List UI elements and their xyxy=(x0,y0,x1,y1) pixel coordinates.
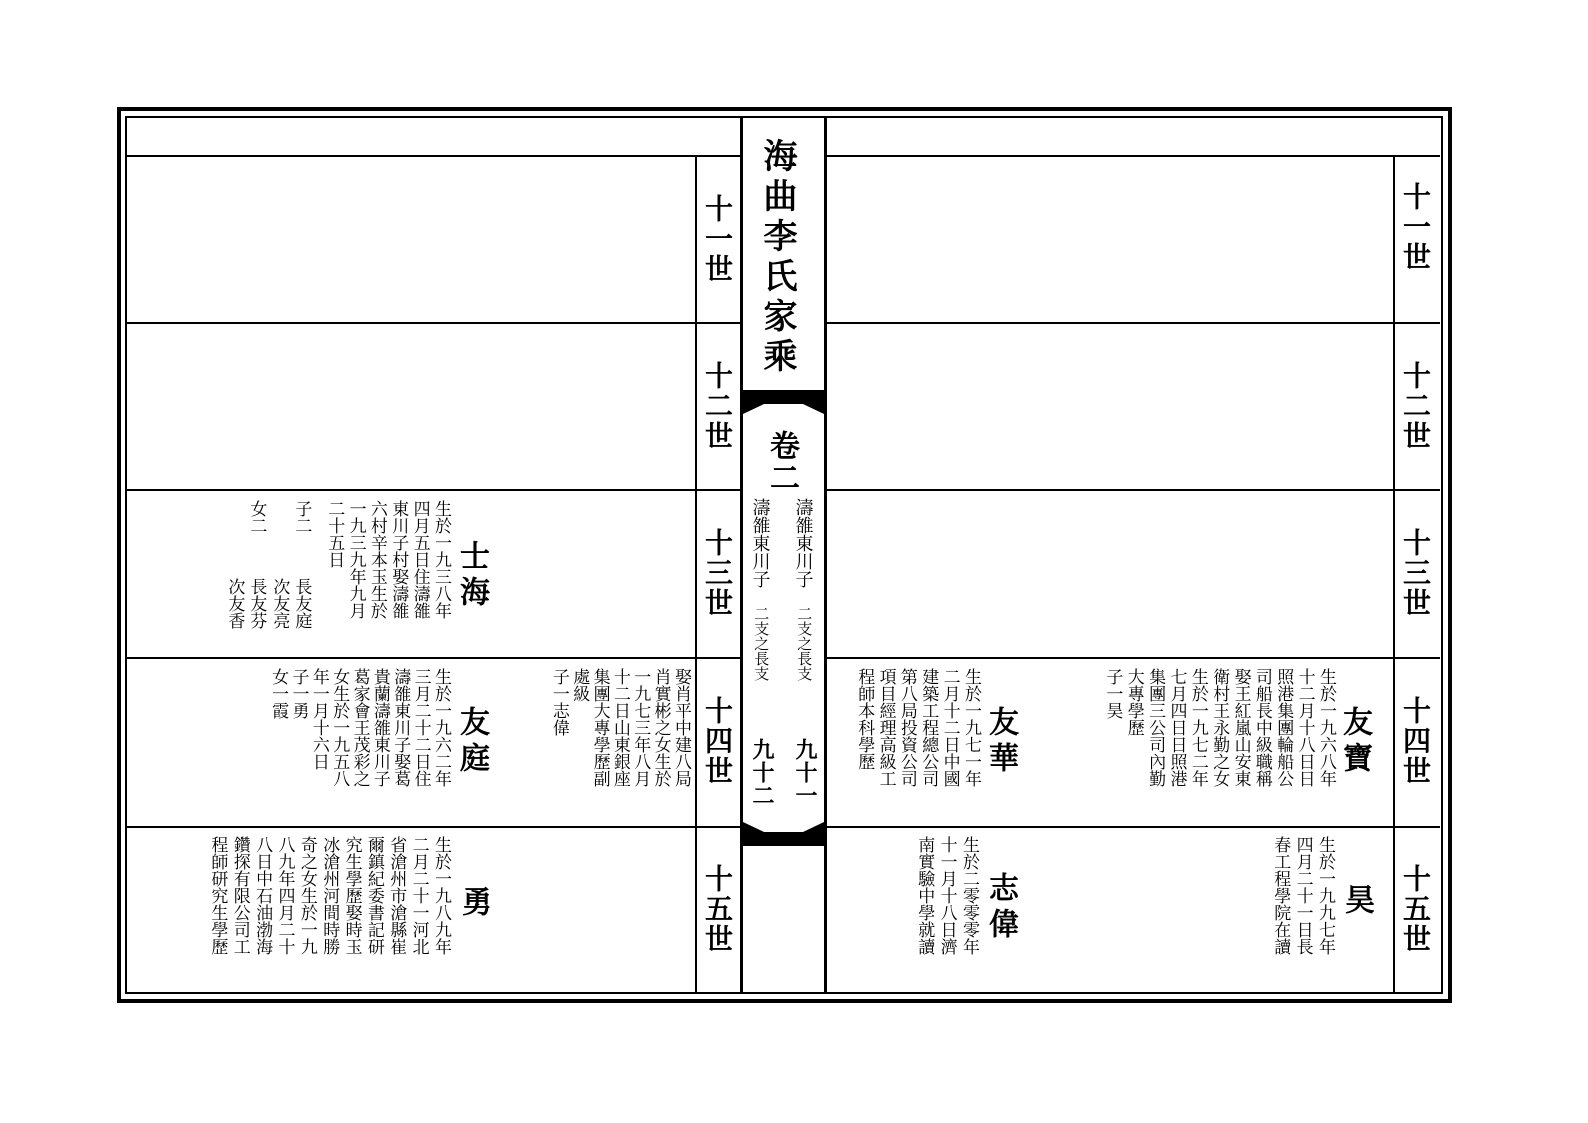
entry-column: 處級 xyxy=(569,668,590,702)
person-name: 友寶 xyxy=(1337,706,1372,778)
volume-label: 卷二 xyxy=(764,430,799,494)
entry-column: 一九三九年九月 xyxy=(345,500,366,619)
entry-column: 子一昊 xyxy=(1102,668,1123,719)
entry-column: 娶王紅嵐山安東 xyxy=(1230,668,1251,787)
entry-column: 究生學歷娶時玉 xyxy=(341,836,362,955)
spine-band xyxy=(743,840,824,846)
entry-column: 二月二十一河北 xyxy=(408,836,429,955)
entry-column: 南實驗中學就讀 xyxy=(914,836,935,955)
book-title: 海曲李氏家乘 xyxy=(757,138,797,378)
person-name: 友華 xyxy=(983,706,1018,778)
entry-column: 子一勇 xyxy=(288,668,309,719)
entry-column: 程師研究生學歷 xyxy=(207,836,228,955)
person-entry-text xyxy=(906,836,978,986)
entry-column: 春工程學院在讀 xyxy=(1270,836,1291,955)
entry-column: 四月五日住濤雒 xyxy=(409,500,430,619)
generation-column-divider xyxy=(695,155,697,993)
entry-column: 第八局投資公司 xyxy=(896,668,917,787)
person-entry-text xyxy=(1262,836,1334,986)
entry-column: 建築工程總公司 xyxy=(918,668,939,787)
children-label: 女二 xyxy=(246,500,267,534)
spine-branch-line: 濤雒東川子 xyxy=(749,498,771,588)
entry-column: 程師本科學歷 xyxy=(854,668,875,770)
grid-line xyxy=(827,155,1440,157)
grid-line xyxy=(127,657,740,659)
entry-column: 六村辛本玉生於 xyxy=(366,500,387,619)
entry-column: 三月二十二日住 xyxy=(410,668,431,787)
grid-line xyxy=(127,489,740,491)
person-name: 昊 xyxy=(1339,884,1374,920)
generation-label: 十五世 xyxy=(1399,864,1432,954)
spine-branch-number: 九十一 xyxy=(792,738,818,807)
fishtail-top xyxy=(743,396,824,414)
person-name: 志偉 xyxy=(983,872,1018,944)
entry-column: 爾鎮紀委書記研 xyxy=(363,836,384,955)
grid-line xyxy=(127,322,740,324)
child-name: 次友亮 xyxy=(269,578,290,629)
spine-border-right xyxy=(824,117,827,994)
entry-column: 鑽探有限公司工 xyxy=(229,836,250,955)
entry-column: 十一月十八日濟 xyxy=(936,836,957,955)
entry-column: 項目經理高級工 xyxy=(875,668,896,787)
spine-border-left xyxy=(740,117,743,994)
fishtail-bottom xyxy=(743,822,824,840)
entry-column: 生於一九六二年 xyxy=(431,668,451,787)
spine-branch-label: 二支之長支 xyxy=(795,606,814,681)
entry-column: 大專學歷 xyxy=(1123,668,1144,736)
child-name: 長友芬 xyxy=(246,578,267,629)
entry-column: 生於二零零零年 xyxy=(959,836,979,955)
entry-column: 生於一九七一年 xyxy=(961,668,981,787)
child-name: 長友庭 xyxy=(291,578,312,629)
generation-label: 十四世 xyxy=(1399,696,1432,786)
person-entry-text xyxy=(200,836,450,986)
entry-column: 娶肖平中建八局 xyxy=(671,668,691,787)
entry-column: 女一霞 xyxy=(268,668,289,719)
grid-line xyxy=(827,489,1440,491)
spine-branch-line: 濤雒東川子 xyxy=(792,498,814,588)
grid-line xyxy=(127,826,740,828)
person-name: 勇 xyxy=(456,886,491,922)
entry-column: 八九年四月二十 xyxy=(274,836,295,955)
children-label: 子二 xyxy=(291,500,312,534)
child-name: 次友香 xyxy=(224,578,245,629)
entry-column: 四月二十一日長 xyxy=(1292,836,1313,955)
person-name: 士海 xyxy=(454,540,489,612)
entry-column: 生於一九九七年 xyxy=(1315,836,1335,955)
person-entry-text xyxy=(245,668,450,820)
children-block xyxy=(225,500,315,650)
grid-line xyxy=(827,826,1440,828)
entry-column: 生於一九三八年 xyxy=(431,500,451,619)
entry-column: 衛村王永勤之女 xyxy=(1209,668,1230,787)
entry-column: 八日中石油渤海 xyxy=(252,836,273,955)
grid-line xyxy=(127,155,740,157)
spouse-entry-text xyxy=(530,668,690,820)
entry-column: 集團三公司內勤 xyxy=(1145,668,1166,787)
entry-column: 十二月十八日日 xyxy=(1294,668,1315,787)
spine-branch-label: 二支之長支 xyxy=(752,606,771,681)
entry-column: 十二日山東銀座 xyxy=(609,668,630,787)
grid-line xyxy=(827,322,1440,324)
generation-label: 十一世 xyxy=(1399,182,1432,272)
entry-column: 東川子村娶濤雒 xyxy=(388,500,409,619)
generation-label: 十二世 xyxy=(701,361,734,451)
person-name: 友庭 xyxy=(454,706,489,778)
spine-branch-number: 九十二 xyxy=(749,738,775,807)
entry-column: 奇之女生於一九 xyxy=(296,836,317,955)
entry-column: 年一月十六日 xyxy=(308,668,329,770)
entry-column: 二十五日 xyxy=(324,500,345,568)
entry-column: 濤雒東川子娶葛 xyxy=(390,668,411,787)
generation-label: 十五世 xyxy=(701,864,734,954)
person-entry-text xyxy=(835,668,980,820)
generation-label: 十三世 xyxy=(1399,528,1432,618)
entry-column: 女生於一九五八 xyxy=(329,668,350,787)
entry-column: 生於一九八九年 xyxy=(431,836,451,955)
grid-line xyxy=(827,657,1440,659)
entry-column: 葛家會王茂彩之 xyxy=(349,668,370,787)
entry-column: 集團大專學歷副 xyxy=(589,668,610,787)
generation-label: 十三世 xyxy=(701,528,734,618)
entry-column: 省滄州市滄縣崔 xyxy=(386,836,407,955)
entry-column: 生於一九六八年 xyxy=(1316,668,1336,787)
entry-column: 照港集團輪船公 xyxy=(1273,668,1294,787)
entry-column: 生於一九七二年 xyxy=(1187,668,1208,787)
entry-column: 二月十二日中國 xyxy=(939,668,960,787)
generation-label: 十二世 xyxy=(1399,361,1432,451)
entry-column: 肖實彬之女生於 xyxy=(650,668,671,787)
entry-column: 冰滄州河間時勝 xyxy=(319,836,340,955)
entry-column: 司船長中級職稱 xyxy=(1251,668,1272,787)
entry-column: 七月四日日照港 xyxy=(1166,668,1187,787)
generation-label: 十一世 xyxy=(701,194,734,284)
generation-column-divider xyxy=(1393,155,1395,993)
generation-label: 十四世 xyxy=(701,696,734,786)
entry-column: 貴蘭濤雒東川子 xyxy=(369,668,390,787)
person-entry-text xyxy=(1080,668,1335,820)
entry-column: 子一志偉 xyxy=(548,668,569,736)
entry-column: 一九七三年八月 xyxy=(630,668,651,787)
